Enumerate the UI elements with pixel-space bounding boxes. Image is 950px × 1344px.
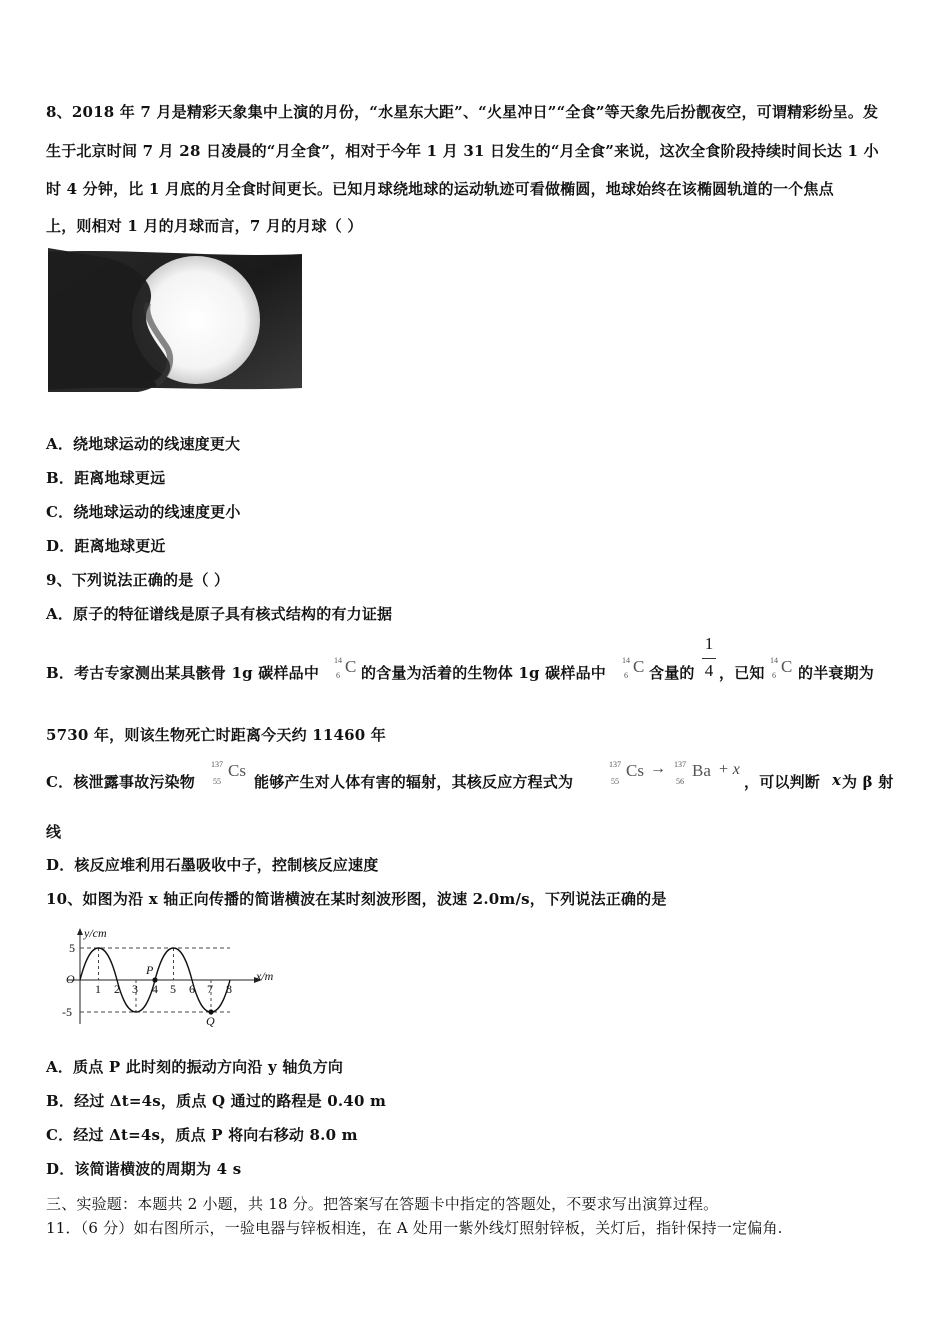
fraction-denominator: 4 <box>704 661 714 680</box>
lunar-eclipse-photo <box>48 248 302 392</box>
x-tick-4: 4 <box>152 982 158 996</box>
q10-stem: 10、如图为沿 x 轴正向传播的简谐横波在某时刻波形图，波速 2.0m/s，下列说法正确的是 <box>46 890 667 908</box>
point-q-label: Q <box>206 1014 215 1028</box>
q10-option-b: B．经过 Δt=4s，质点 Q 通过的路程是 0.40 m <box>46 1092 387 1110</box>
q8-option-a: A．绕地球运动的线速度更大 <box>46 435 241 453</box>
y-tick-5: 5 <box>69 941 75 955</box>
carbon-14-isotope-3: 14 6 C <box>770 656 793 680</box>
q9-option-c-part4: 为 β 射 <box>842 773 894 791</box>
wave-graph <box>58 926 288 1032</box>
x-tick-6: 6 <box>189 982 195 996</box>
q8-line-4: 上，则相对 1 月的月球而言，7 月的月球（ ） <box>46 217 363 235</box>
x-tick-1: 1 <box>95 982 101 996</box>
q10-option-d: D．该简谐横波的周期为 4 s <box>46 1160 242 1178</box>
q10-option-c: C．经过 Δt=4s，质点 P 将向右移动 8.0 m <box>46 1126 358 1144</box>
q8-option-b: B．距离地球更远 <box>46 469 166 487</box>
q9-option-c-variable-x: x <box>832 771 842 789</box>
carbon-14-isotope-1: 14 6 C <box>334 656 357 680</box>
y-axis-label: y/cm <box>84 926 107 940</box>
section-3-heading: 三、实验题：本题共 2 小题，共 18 分。把答案写在答题卡中指定的答题处，不要求写出演算过程。 <box>46 1195 719 1213</box>
q9-option-c-part3: ，可以判断 <box>744 773 821 791</box>
point-p-label: P <box>146 963 154 977</box>
reaction-arrow-icon: → <box>650 760 666 777</box>
q11-stem: 11．（6 分）如右图所示，一验电器与锌板相连，在 A 处用一紫外线灯照射锌板，关灯后，指针保持一定偏角. <box>46 1219 783 1237</box>
equation-cesium-137: 137 55 Cs <box>609 760 644 786</box>
q9-option-b-part2: 的含量为活着的生物体 1g 碳样品中 <box>361 664 606 682</box>
q9-stem: 9、下列说法正确的是（ ） <box>46 571 230 589</box>
q8-line-2: 生于北京时间 7 月 28 日凌晨的“月全食”，相对于今年 1 月 31 日发生的“月全食”来说，这次全食阶段持续时间长达 1 小 <box>46 142 879 160</box>
q8-line-1: 8、2018 年 7 月是精彩天象集中上演的月份，“水星东大距”、“火星冲日”“全食”等天象先后扮靓夜空，可谓精彩纷呈。发 <box>46 103 879 121</box>
x-tick-8: 8 <box>226 982 232 996</box>
q10-option-a: A．质点 P 此时刻的振动方向沿 y 轴负方向 <box>46 1058 344 1076</box>
fraction-one-quarter <box>701 634 717 684</box>
x-axis-label: x/m <box>256 969 274 983</box>
q9-option-c-part1: C．核泄露事故污染物 <box>46 773 195 791</box>
x-tick-2: 2 <box>114 982 120 996</box>
origin-label: O <box>66 972 75 986</box>
q9-option-b-part5: 的半衰期为 <box>798 664 875 682</box>
x-tick-5: 5 <box>170 982 176 996</box>
x-tick-7: 7 <box>207 982 213 996</box>
q8-option-c: C．绕地球运动的线速度更小 <box>46 503 241 521</box>
q9-option-a: A．原子的特征谱线是原子具有核式结构的有力证据 <box>46 605 393 623</box>
q8-line-3: 时 4 分钟，比 1 月底的月全食时间更长。已知月球绕地球的运动轨迹可看做椭圆，地球始终在该椭圆轨道的一个焦点 <box>46 180 834 198</box>
cesium-137-isotope: 137 55 Cs <box>211 760 246 786</box>
equation-plus-x: + x <box>718 761 740 778</box>
fraction-numerator: 1 <box>704 634 714 653</box>
q9-option-b-part3: 含量的 <box>649 664 695 682</box>
q9-option-c-continued: 线 <box>46 823 62 841</box>
carbon-14-isotope-2: 14 6 C <box>622 656 645 680</box>
q8-option-d: D．距离地球更近 <box>46 537 166 555</box>
q9-option-c-part2: 能够产生对人体有害的辐射，其核反应方程式为 <box>254 773 574 791</box>
x-tick-3: 3 <box>132 982 138 996</box>
y-tick-neg5: -5 <box>62 1005 72 1019</box>
q9-option-b-part4: ，已知 <box>719 664 765 682</box>
q9-option-b-part1: B．考古专家测出某具骸骨 1g 碳样品中 <box>46 664 320 682</box>
equation-barium-137: 137 56 Ba <box>674 760 711 786</box>
q9-option-b-continued: 5730 年，则该生物死亡时距离今天约 11460 年 <box>46 726 387 744</box>
q9-option-d: D．核反应堆利用石墨吸收中子，控制核反应速度 <box>46 856 379 874</box>
fraction-bar <box>702 658 716 659</box>
